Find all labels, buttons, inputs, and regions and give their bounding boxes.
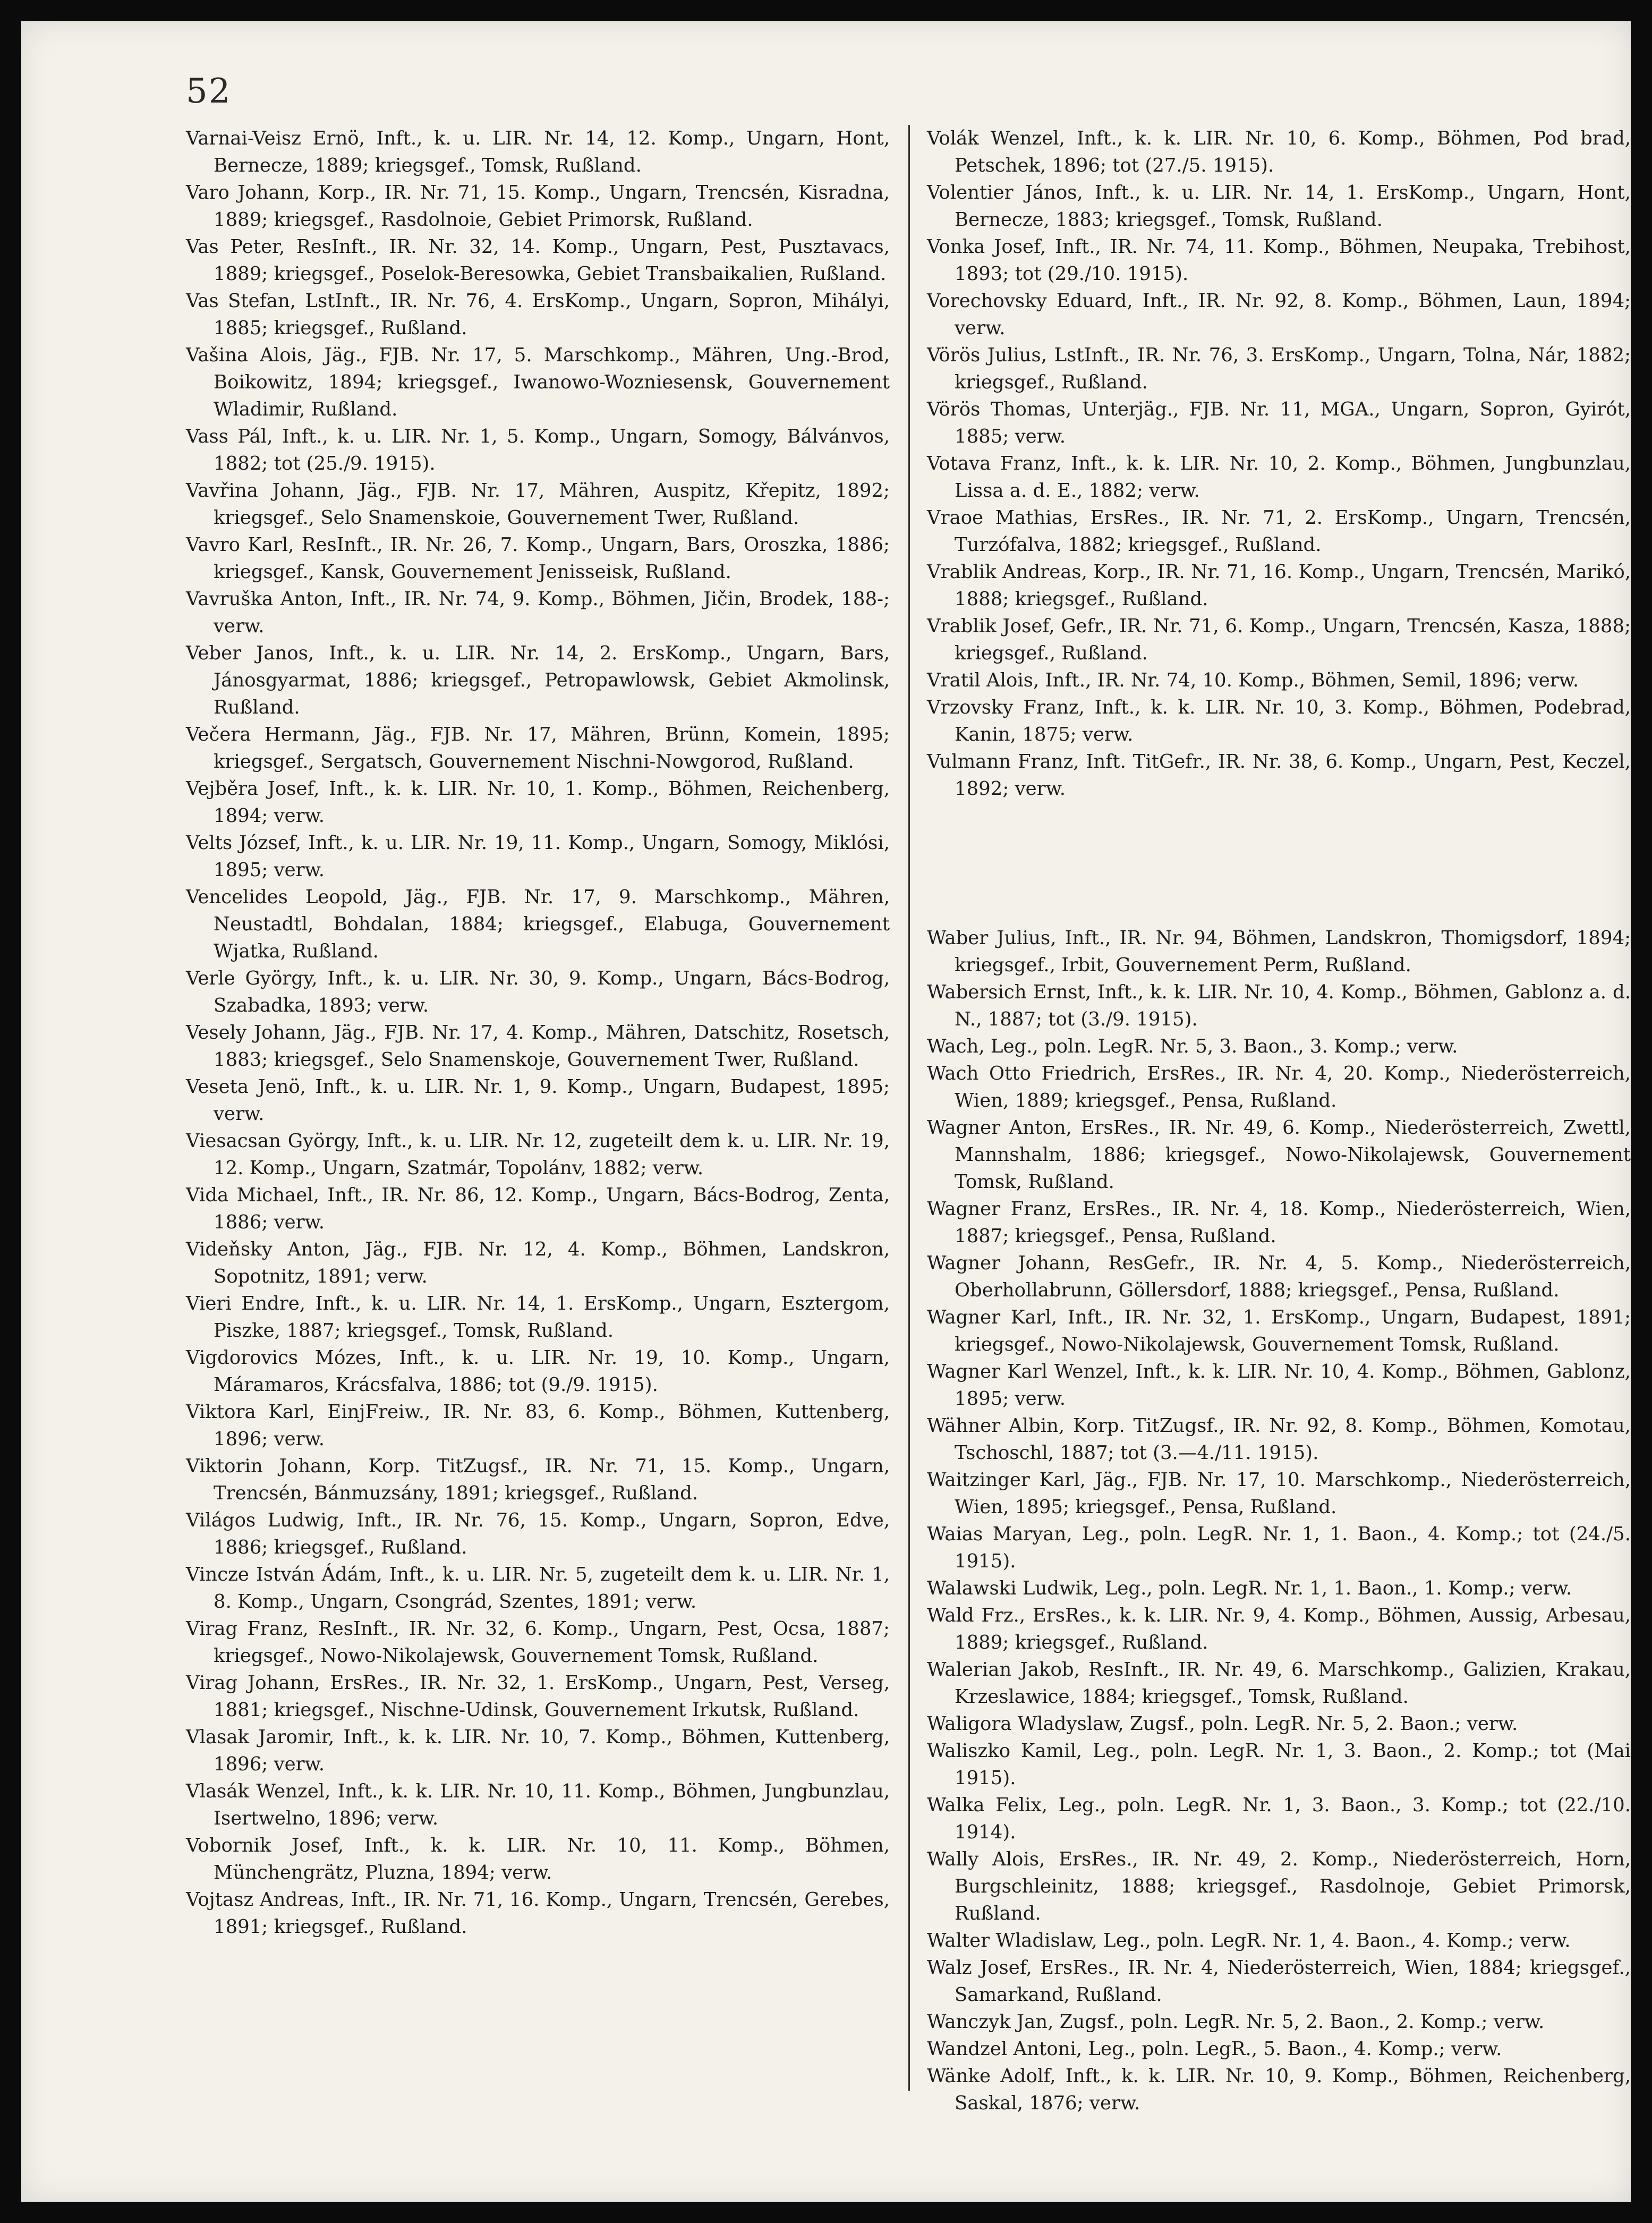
register-entry: Vulmann Franz, Inft. TitGefr., IR. Nr. 38, 6. Komp., Ungarn, Pest, Keczel, 1892; verw. xyxy=(927,751,1631,800)
register-entry: Vlasak Jaromir, Inft., k. k. LIR. Nr. 10, 7. Komp., Böhmen, Kuttenberg, 1896; verw. xyxy=(186,1726,890,1775)
register-entry: Waias Maryan, Leg., poln. LegR. Nr. 1, 1. Baon., 4. Komp.; tot (24./5. 1915). xyxy=(927,1523,1631,1572)
register-entry: Varnai-Veisz Ernö, Inft., k. u. LIR. Nr. 14, 12. Komp., Ungarn, Hont, Bernecze, 1889; kriegsgef., Tomsk, Rußland. xyxy=(186,128,890,176)
register-entry: Wandzel Antoni, Leg., poln. LegR., 5. Baon., 4. Komp.; verw. xyxy=(927,2038,1502,2060)
register-entry: Virag Johann, ErsRes., IR. Nr. 32, 1. ErsKomp., Ungarn, Pest, Verseg, 1881; kriegsgef., Nischne-Udinsk, Gouvernement Irkutsk, Rußland. xyxy=(186,1672,890,1721)
register-entry: Vencelides Leopold, Jäg., FJB. Nr. 17, 9. Marschkomp., Mähren, Neustadtl, Bohdalan, 1884; kriegsgef., Elabuga, Gouvernement Wjatka, Rußland. xyxy=(186,886,890,962)
register-entry: Vrablik Andreas, Korp., IR. Nr. 71, 16. Komp., Ungarn, Trencsén, Marikó, 1888; kriegsgef., Rußland. xyxy=(927,561,1631,610)
column-divider xyxy=(908,125,910,2091)
section-gap xyxy=(927,802,1631,924)
register-entry: Wagner Karl Wenzel, Inft., k. k. LIR. Nr. 10, 4. Komp., Böhmen, Gablonz, 1895; verw. xyxy=(927,1361,1631,1410)
register-entry: Wähner Albin, Korp. TitZugsf., IR. Nr. 92, 8. Komp., Böhmen, Komotau, Tschoschl, 1887; tot (3.—4./11. 1915). xyxy=(927,1415,1631,1464)
register-entry: Wald Frz., ErsRes., k. k. LIR. Nr. 9, 4. Komp., Böhmen, Aussig, Arbesau, 1889; kriegsgef., Rußland. xyxy=(927,1605,1631,1653)
register-entry: Walawski Ludwik, Leg., poln. LegR. Nr. 1, 1. Baon., 1. Komp.; verw. xyxy=(927,1577,1572,1599)
register-entry: Virag Franz, ResInft., IR. Nr. 32, 6. Komp., Ungarn, Pest, Ocsa, 1887; kriegsgef., Nowo-Nikolajewsk, Gouvernement Tomsk, Rußland. xyxy=(186,1618,890,1667)
register-entry: Velts József, Inft., k. u. LIR. Nr. 19, 11. Komp., Ungarn, Somogy, Miklósi, 1895; verw. xyxy=(186,832,890,881)
register-entry: Vraoe Mathias, ErsRes., IR. Nr. 71, 2. ErsKomp., Ungarn, Trencsén, Turzófalva, 1882; kriegsgef., Rußland. xyxy=(927,507,1631,556)
register-entry: Wagner Anton, ErsRes., IR. Nr. 49, 6. Komp., Niederösterreich, Zwettl, Mannshalm, 1886; kriegsgef., Nowo-Nikolajewsk, Gouvernement Tomsk, Rußland. xyxy=(927,1117,1631,1193)
register-entry: Walka Felix, Leg., poln. LegR. Nr. 1, 3. Baon., 3. Komp.; tot (22./10. 1914). xyxy=(927,1794,1631,1843)
register-entry: Viktorin Johann, Korp. TitZugsf., IR. Nr. 71, 15. Komp., Ungarn, Trencsén, Bánmuzsány, 1891; kriegsgef., Rußland. xyxy=(186,1455,890,1504)
register-entry: Waber Julius, Inft., IR. Nr. 94, Böhmen, Landskron, Thomigsdorf, 1894; kriegsgef., Irbit, Gouvernement Perm, Rußland. xyxy=(927,927,1631,976)
register-entry: Vesely Johann, Jäg., FJB. Nr. 17, 4. Komp., Mähren, Datschitz, Rosetsch, 1883; kriegsgef., Selo Snamenskoje, Gouvernement Twer, Rußland. xyxy=(186,1022,890,1071)
register-entry: Verle György, Inft., k. u. LIR. Nr. 30, 9. Komp., Ungarn, Bács-Bodrog, Szabadka, 1893; verw. xyxy=(186,968,890,1016)
register-entry: Vojtasz Andreas, Inft., IR. Nr. 71, 16. Komp., Ungarn, Trencsén, Gerebes, 1891; kriegsgef., Rußland. xyxy=(186,1889,890,1938)
register-entry: Vavruška Anton, Inft., IR. Nr. 74, 9. Komp., Böhmen, Jičin, Brodek, 188-; verw. xyxy=(186,588,890,637)
register-entry: Volentier János, Inft., k. u. LIR. Nr. 14, 1. ErsKomp., Ungarn, Hont, Bernecze, 1883; kriegsgef., Tomsk, Rußland. xyxy=(927,182,1631,231)
register-entry: Vida Michael, Inft., IR. Nr. 86, 12. Komp., Ungarn, Bács-Bodrog, Zenta, 1886; verw. xyxy=(186,1184,890,1233)
register-entry: Vašina Alois, Jäg., FJB. Nr. 17, 5. Marschkomp., Mähren, Ung.-Brod, Boikowitz, 1894; kriegsgef., Iwanowo-Wozniesensk, Gouvernement Wladimir, Rußland. xyxy=(186,344,890,420)
register-entry: Wanczyk Jan, Zugsf., poln. LegR. Nr. 5, 2. Baon., 2. Komp.; verw. xyxy=(927,2011,1545,2033)
register-entry: Viesacsan György, Inft., k. u. LIR. Nr. 12, zugeteilt dem k. u. LIR. Nr. 19, 12. Komp., Ungarn, Szatmár, Topolánv, 1882; verw. xyxy=(186,1130,890,1179)
register-entry: Videňsky Anton, Jäg., FJB. Nr. 12, 4. Komp., Böhmen, Landskron, Sopotnitz, 1891; verw. xyxy=(186,1238,890,1287)
register-entry: Waitzinger Karl, Jäg., FJB. Nr. 17, 10. Marschkomp., Niederösterreich, Wien, 1895; kriegsgef., Pensa, Rußland. xyxy=(927,1469,1631,1518)
register-entry: Waliszko Kamil, Leg., poln. LegR. Nr. 1, 3. Baon., 2. Komp.; tot (Mai 1915). xyxy=(927,1740,1631,1789)
register-entry: Wabersich Ernst, Inft., k. k. LIR. Nr. 10, 4. Komp., Böhmen, Gablonz a. d. N., 1887; tot (3./9. 1915). xyxy=(927,981,1631,1030)
register-entry: Vrzovsky Franz, Inft., k. k. LIR. Nr. 10, 3. Komp., Böhmen, Podebrad, Kanin, 1875; verw. xyxy=(927,697,1631,745)
register-entry: Vörös Thomas, Unterjäg., FJB. Nr. 11, MGA., Ungarn, Sopron, Gyirót, 1885; verw. xyxy=(927,398,1631,447)
register-entry: Vigdorovics Mózes, Inft., k. u. LIR. Nr. 19, 10. Komp., Ungarn, Máramaros, Krácsfalva, 1886; tot (9./9. 1915). xyxy=(186,1347,890,1396)
register-entry: Večera Hermann, Jäg., FJB. Nr. 17, Mähren, Brünn, Komein, 1895; kriegsgef., Sergatsch, Gouvernement Nischni-Nowgorod, Rußland. xyxy=(186,724,890,773)
register-entry: Wagner Franz, ErsRes., IR. Nr. 4, 18. Komp., Niederösterreich, Wien, 1887; kriegsgef., Pensa, Rußland. xyxy=(927,1198,1631,1247)
register-entry: Wänke Adolf, Inft., k. k. LIR. Nr. 10, 9. Komp., Böhmen, Reichenberg, Saskal, 1876; verw. xyxy=(927,2065,1631,2114)
register-entry: Vass Pál, Inft., k. u. LIR. Nr. 1, 5. Komp., Ungarn, Somogy, Bálvánvos, 1882; tot (25./9. 1915). xyxy=(186,426,890,474)
register-entry: Vlasák Wenzel, Inft., k. k. LIR. Nr. 10, 11. Komp., Böhmen, Jungbunzlau, Isertwelno, 1896; verw. xyxy=(186,1780,890,1829)
register-entry: Vonka Josef, Inft., IR. Nr. 74, 11. Komp., Böhmen, Neupaka, Trebihost, 1893; tot (29./10. 1915). xyxy=(927,236,1631,285)
register-entry: Wagner Karl, Inft., IR. Nr. 32, 1. ErsKomp., Ungarn, Budapest, 1891; kriegsgef., Nowo-Nikolajewsk, Gouvernement Tomsk, Rußland. xyxy=(927,1306,1631,1355)
entries-v xyxy=(927,125,1631,802)
register-entry: Varo Johann, Korp., IR. Nr. 71, 15. Komp., Ungarn, Trencsén, Kisradna, 1889; kriegsgef., Rasdolnoie, Gebiet Primorsk, Rußland. xyxy=(186,182,890,231)
register-entry: Wach, Leg., poln. LegR. Nr. 5, 3. Baon., 3. Komp.; verw. xyxy=(927,1036,1458,1057)
register-entry: Volák Wenzel, Inft., k. k. LIR. Nr. 10, 6. Komp., Böhmen, Pod brad, Petschek, 1896; tot (27./5. 1915). xyxy=(927,128,1631,176)
register-entry: Vas Stefan, LstInft., IR. Nr. 76, 4. ErsKomp., Ungarn, Sopron, Mihályi, 1885; kriegsgef., Rußland. xyxy=(186,290,890,339)
register-entry: Vieri Endre, Inft., k. u. LIR. Nr. 14, 1. ErsKomp., Ungarn, Esztergom, Piszke, 1887; kriegsgef., Tomsk, Rußland. xyxy=(186,1293,890,1342)
right-column xyxy=(927,125,1631,2117)
register-entry: Viktora Karl, EinjFreiw., IR. Nr. 83, 6. Komp., Böhmen, Kuttenberg, 1896; verw. xyxy=(186,1401,890,1450)
register-entry: Vratil Alois, Inft., IR. Nr. 74, 10. Komp., Böhmen, Semil, 1896; verw. xyxy=(927,669,1579,691)
register-entry: Waligora Wladyslaw, Zugsf., poln. LegR. Nr. 5, 2. Baon.; verw. xyxy=(927,1713,1518,1735)
register-entry: Walz Josef, ErsRes., IR. Nr. 4, Niederösterreich, Wien, 1884; kriegsgef., Samarkand, Rußland. xyxy=(927,1957,1631,2006)
entries-w xyxy=(927,924,1631,2117)
register-entry: Vrablik Josef, Gefr., IR. Nr. 71, 6. Komp., Ungarn, Trencsén, Kasza, 1888; kriegsgef., Rußland. xyxy=(927,615,1631,664)
register-entry: Vörös Julius, LstInft., IR. Nr. 76, 3. ErsKomp., Ungarn, Tolna, Nár, 1882; kriegsgef., Rußland. xyxy=(927,344,1631,393)
left-column xyxy=(186,125,890,1940)
register-entry: Vincze István Ádám, Inft., k. u. LIR. Nr. 5, zugeteilt dem k. u. LIR. Nr. 1, 8. Komp., Ungarn, Csongrád, Szentes, 1891; verw. xyxy=(186,1564,890,1613)
page-number: 52 xyxy=(186,72,232,111)
register-entry: Vejběra Josef, Inft., k. k. LIR. Nr. 10, 1. Komp., Böhmen, Reichenberg, 1894; verw. xyxy=(186,778,890,827)
register-entry: Veseta Jenö, Inft., k. u. LIR. Nr. 1, 9. Komp., Ungarn, Budapest, 1895; verw. xyxy=(186,1076,890,1125)
register-entry: Vorechovsky Eduard, Inft., IR. Nr. 92, 8. Komp., Böhmen, Laun, 1894; verw. xyxy=(927,290,1631,339)
register-entry: Vavro Karl, ResInft., IR. Nr. 26, 7. Komp., Ungarn, Bars, Oroszka, 1886; kriegsgef., Kansk, Gouvernement Jenisseisk, Rußland. xyxy=(186,534,890,583)
register-entry: Vavřina Johann, Jäg., FJB. Nr. 17, Mähren, Auspitz, Křepitz, 1892; kriegsgef., Selo Snamenskoie, Gouvernement Twer, Rußland. xyxy=(186,480,890,529)
register-entry: Veber Janos, Inft., k. u. LIR. Nr. 14, 2. ErsKomp., Ungarn, Bars, Jánosgyarmat, 1886; kriegsgef., Petropawlowsk, Gebiet Akmolinsk, Rußland. xyxy=(186,642,890,718)
register-entry: Walerian Jakob, ResInft., IR. Nr. 49, 6. Marschkomp., Galizien, Krakau, Krzeslawice, 1884; kriegsgef., Tomsk, Rußland. xyxy=(927,1659,1631,1708)
document-page xyxy=(21,21,1631,2202)
register-entry: Wach Otto Friedrich, ErsRes., IR. Nr. 4, 20. Komp., Niederösterreich, Wien, 1889; kriegsgef., Pensa, Rußland. xyxy=(927,1063,1631,1112)
register-entry: Votava Franz, Inft., k. k. LIR. Nr. 10, 2. Komp., Böhmen, Jungbunzlau, Lissa a. d. E., 1882; verw. xyxy=(927,453,1631,502)
register-entry: Wally Alois, ErsRes., IR. Nr. 49, 2. Komp., Niederösterreich, Horn, Burgschleinitz, 1888; kriegsgef., Rasdolnoje, Gebiet Primorsk, Rußland. xyxy=(927,1848,1631,1924)
register-entry: Vas Peter, ResInft., IR. Nr. 32, 14. Komp., Ungarn, Pest, Pusztavacs, 1889; kriegsgef., Poselok-Beresowka, Gebiet Transbaikalien, Rußland. xyxy=(186,236,890,285)
register-entry: Walter Wladislaw, Leg., poln. LegR. Nr. 1, 4. Baon., 4. Komp.; verw. xyxy=(927,1930,1571,1952)
register-entry: Világos Ludwig, Inft., IR. Nr. 76, 15. Komp., Ungarn, Sopron, Edve, 1886; kriegsgef., Rußland. xyxy=(186,1509,890,1558)
register-entry: Wagner Johann, ResGefr., IR. Nr. 4, 5. Komp., Niederösterreich, Oberhollabrunn, Göllersdorf, 1888; kriegsgef., Pensa, Rußland. xyxy=(927,1252,1631,1301)
register-entry: Vobornik Josef, Inft., k. k. LIR. Nr. 10, 11. Komp., Böhmen, Münchengrätz, Pluzna, 1894; verw. xyxy=(186,1835,890,1883)
